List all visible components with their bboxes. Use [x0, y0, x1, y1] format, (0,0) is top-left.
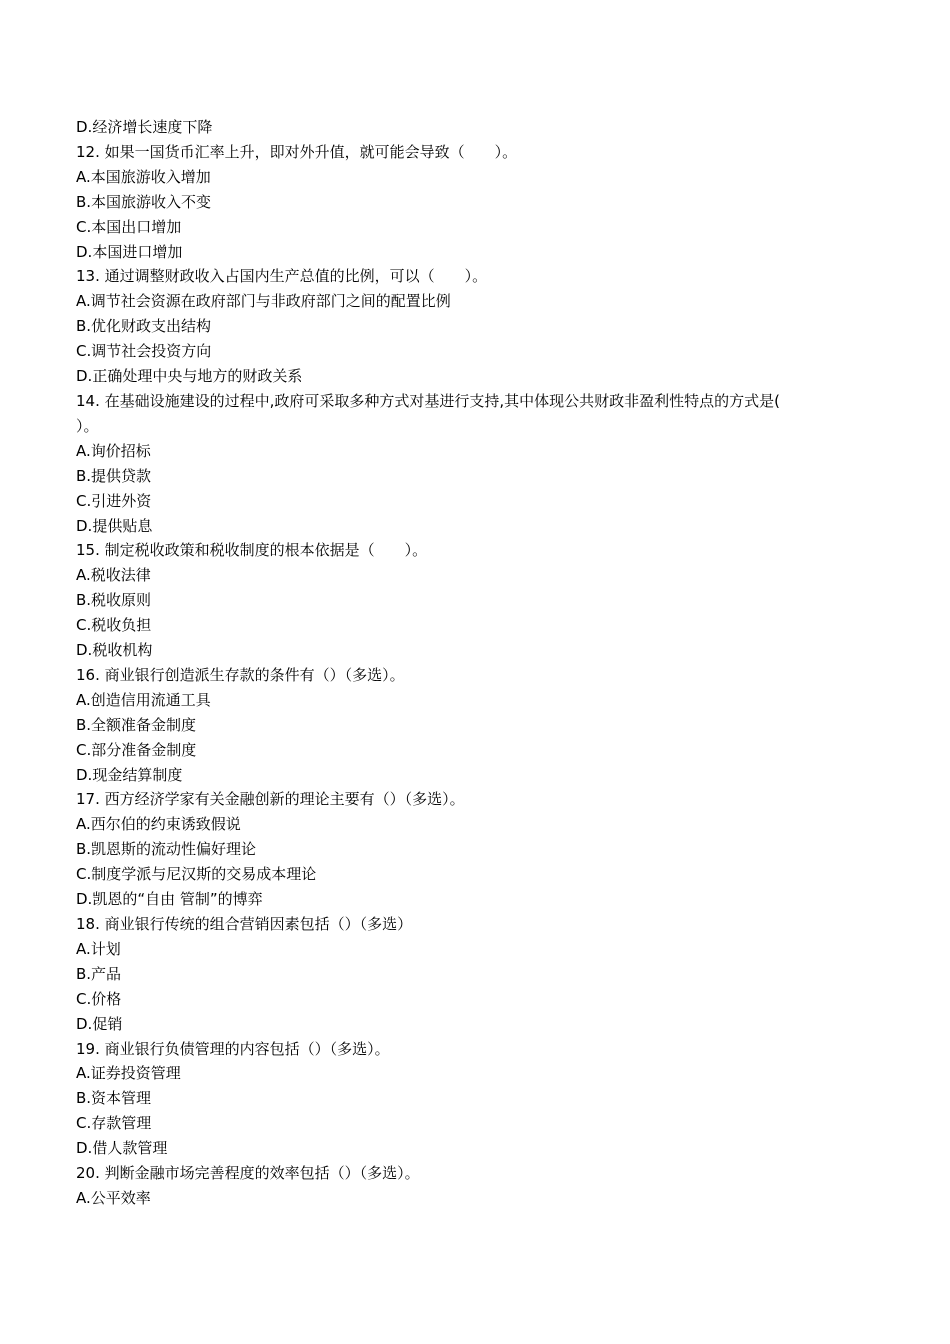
option-line: A.询价招标	[76, 441, 151, 460]
question-19: 19. 商业银行负债管理的内容包括（）（多选）。	[76, 1039, 390, 1058]
option-line: C.调节社会投资方向	[76, 342, 212, 361]
option-line: A.调节社会资源在政府部门与非政府部门之间的配置比例	[76, 292, 451, 311]
question-14: 14. 在基础设施建设的过程中,政府可采取多种方式对基进行支持,其中体现公共财政非盈利性特点的方式是(	[76, 391, 781, 410]
question-13: 13. 通过调整财政收入占国内生产总值的比例，可以（ ）。	[76, 267, 488, 286]
option-line: A.西尔伯的约束诱致假说	[76, 815, 241, 834]
option-line: B.资本管理	[76, 1089, 152, 1108]
option-line: B.优化财政支出结构	[76, 317, 212, 336]
option-line: C.制度学派与尼汉斯的交易成本理论	[76, 865, 317, 884]
option-line: C.存款管理	[76, 1114, 152, 1133]
question-16: 16. 商业银行创造派生存款的条件有（）（多选）。	[76, 665, 405, 684]
option-line: D.借人款管理	[76, 1139, 168, 1158]
option-line: D.正确处理中央与地方的财政关系	[76, 367, 303, 386]
question-20: 20. 判断金融市场完善程度的效率包括（）（多选）。	[76, 1164, 420, 1183]
option-line: D.促销	[76, 1014, 123, 1033]
option-line: A.创造信用流通工具	[76, 690, 211, 709]
option-line: D.现金结算制度	[76, 765, 183, 784]
option-line: D.税收机构	[76, 641, 153, 660]
option-line: D.经济增长速度下降	[76, 118, 213, 136]
option-line: A.税收法律	[76, 566, 151, 585]
option-line: A.证券投资管理	[76, 1064, 181, 1083]
option-line: B.税收原则	[76, 591, 152, 610]
option-line: C.税收负担	[76, 616, 152, 635]
option-line: C.本国出口增加	[76, 217, 182, 236]
question-list	[76, 115, 886, 1211]
option-line: C.引进外资	[76, 491, 152, 510]
question-17: 17. 西方经济学家有关金融创新的理论主要有（）（多选）。	[76, 790, 465, 809]
option-line: A.公平效率	[76, 1188, 151, 1207]
question-12: 12. 如果一国货币汇率上升，即对外升值，就可能会导致（ ）。	[76, 142, 518, 161]
option-line: B.产品	[76, 964, 122, 983]
option-line: B.凯恩斯的流动性偏好理论	[76, 840, 257, 859]
option-line: B.本国旅游收入不变	[76, 192, 212, 211]
option-line: D.本国进口增加	[76, 242, 183, 261]
option-line: B.提供贷款	[76, 466, 152, 485]
question-15: 15. 制定税收政策和税收制度的根本依据是（ ）。	[76, 541, 428, 560]
option-line: C.部分准备金制度	[76, 740, 197, 759]
question-18: 18. 商业银行传统的组合营销因素包括（）（多选）	[76, 915, 413, 933]
question-14-continued: ）。	[76, 416, 99, 435]
option-line: D.凯恩的“自由 管制”的博弈	[76, 890, 263, 909]
option-line: A.本国旅游收入增加	[76, 167, 211, 186]
option-line: C.价格	[76, 989, 122, 1008]
option-line: B.全额准备金制度	[76, 715, 197, 734]
option-line: A.计划	[76, 939, 121, 958]
option-line: D.提供贴息	[76, 516, 153, 535]
